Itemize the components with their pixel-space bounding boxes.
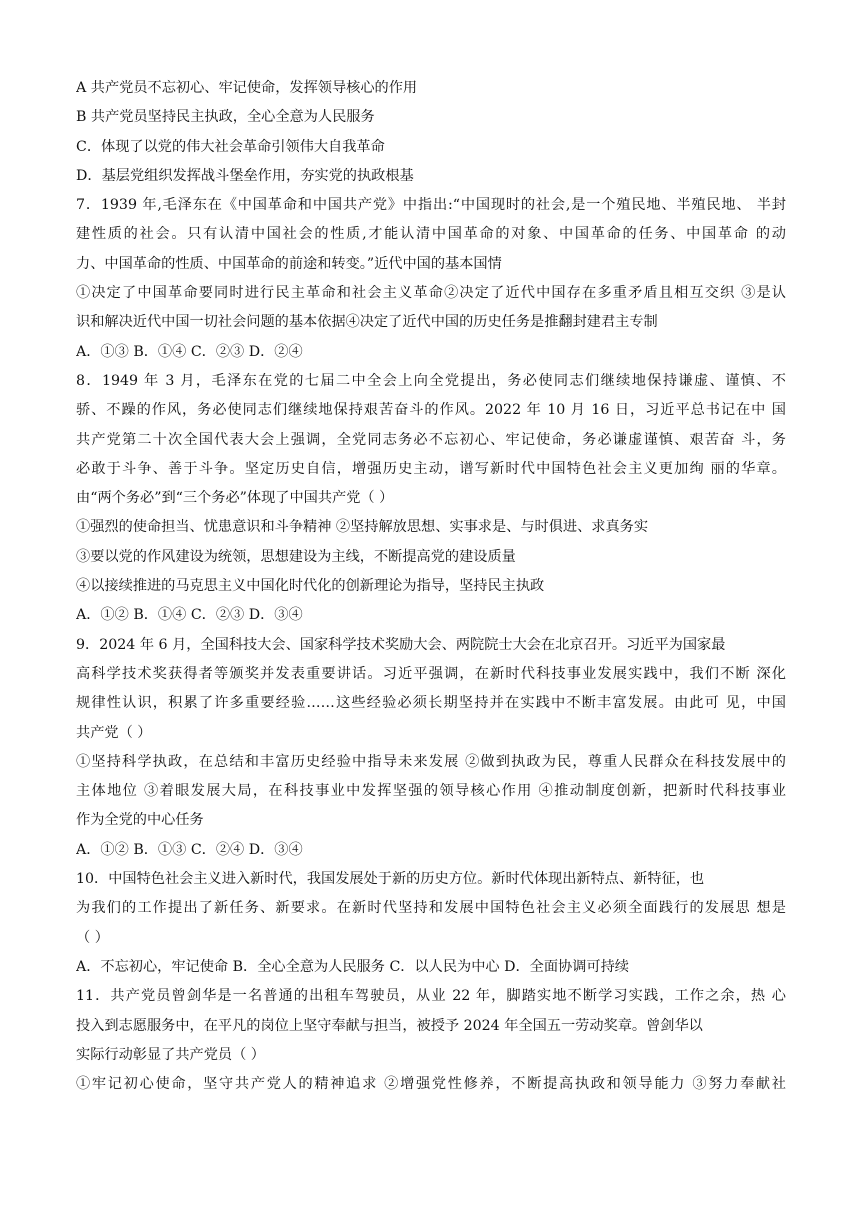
question-9-line-4: 共产党（ ） <box>76 724 152 741</box>
document-page <box>76 74 786 1099</box>
question-10-line-2: 为我们的工作提出了新任务、新要求。在新时代坚持和发展中国特色社会主义必须全面践行的发展思 想是 <box>76 900 786 917</box>
question-11-line-3: 实际行动彰显了共产党员（ ） <box>76 1046 265 1063</box>
question-9-statements-line-3: 作为全党的中心任务 <box>76 812 204 829</box>
question-7-answers: A．①③ B．①④ C．②③ D．②④ <box>76 343 303 360</box>
option-b-line: B 共产党员坚持民主执政，全心全意为人民服务 <box>76 109 375 126</box>
question-8-line-1: 8．1949 年 3 月，毛泽东在党的七届二中全会上向全党提出，务必使同志们继续地保持谦虚、谨慎、不 <box>76 372 786 389</box>
question-10-answers: A．不忘初心，牢记使命 B．全心全意为人民服务 C．以人民为中心 D．全面协调可持续 <box>76 958 629 975</box>
option-c-line: C．体现了以党的伟大社会革命引领伟大自我革命 <box>76 138 385 155</box>
question-7-line-1: 7．1939 年,毛泽东在《中国革命和中国共产党》中指出:“中国现时的社会,是一个殖民地、半殖民地、 半封 <box>76 197 786 214</box>
question-7-statements-line-2: 识和解决近代中国一切社会问题的基本依据④决定了近代中国的历史任务是推翻封建君主专制 <box>76 314 658 331</box>
question-9-line-2: 高科学技术奖获得者等颁奖并发表重要讲话。习近平强调，在新时代科技事业发展实践中，我们不断 深化 <box>76 665 786 682</box>
option-d-line: D．基层党组织发挥战斗堡垒作用，夯实党的执政根基 <box>76 167 414 184</box>
question-7-line-2: 建性质的社会。只有认清中国社会的性质,才能认清中国革命的对象、中国革命的任务、中国革命 的动 <box>76 226 786 243</box>
question-11-line-1: 11．共产党员曾剑华是一名普通的出租车驾驶员，从业 22 年，脚踏实地不断学习实践，工作之余，热 心 <box>76 988 786 1005</box>
question-10-line-3: （ ） <box>76 929 109 946</box>
question-9-statements-line-2: 主体地位 ③着眼发展大局，在科技事业中发挥坚强的领导核心作用 ④推动制度创新，把新时代科技事业 <box>76 783 786 800</box>
question-8-line-3: 共产党第二十次全国代表大会上强调，全党同志务必不忘初心、牢记使命，务必谦虚谨慎、艰苦奋 斗，务 <box>76 431 786 448</box>
question-8-answers: A．①② B．①④ C．②③ D．③④ <box>76 607 303 624</box>
question-8-statement-4: ④以接续推进的马克思主义中国化时代化的创新理论为指导，坚持民主执政 <box>76 578 545 595</box>
question-8-line-5: 由“两个务必”到“三个务必”体现了中国共产党（ ） <box>76 490 394 507</box>
question-11-statements-line-1: ①牢记初心使命，坚守共产党人的精神追求 ②增强党性修养，不断提高执政和领导能力 ③努力奉献社 <box>76 1076 786 1093</box>
question-7-statements-line-1: ①决定了中国革命要同时进行民主革命和社会主义革命②决定了近代中国存在多重矛盾且相互交织 ③是认 <box>76 285 786 302</box>
question-11-line-2: 投入到志愿服务中，在平凡的岗位上坚守奉献与担当，被授予 2024 年全国五一劳动奖章。曾剑华以 <box>76 1017 703 1034</box>
question-9-statements-line-1: ①坚持科学执政，在总结和丰富历史经验中指导未来发展 ②做到执政为民，尊重人民群众在科技发展中的 <box>76 753 786 770</box>
option-a-line: A 共产党员不忘初心、牢记使命，发挥领导核心的作用 <box>76 80 418 96</box>
question-9-line-3: 规律性认识，积累了许多重要经验……这些经验必须长期坚持并在实践中不断丰富发展。由此可 见，中国 <box>76 695 786 712</box>
question-9-answers: A．①② B．①③ C．②④ D．③④ <box>76 841 303 858</box>
question-10-line-1: 10．中国特色社会主义进入新时代，我国发展处于新的历史方位。新时代体现出新特点、新特征，也 <box>76 871 705 888</box>
question-9-line-1: 9．2024 年 6 月，全国科技大会、国家科学技术奖励大会、两院院士大会在北京召开。习近平为国家最 <box>76 636 726 653</box>
question-8-line-4: 必敢于斗争、善于斗争。坚定历史自信，增强历史主动，谱写新时代中国特色社会主义更加绚 丽的华章。 <box>76 460 786 477</box>
question-8-line-2: 骄、不躁的作风，务必使同志们继续地保持艰苦奋斗的作风。2022 年 10 月 16 日，习近平总书记在中 国 <box>76 402 786 419</box>
question-8-statement-1-2: ①强烈的使命担当、忧患意识和斗争精神 ②坚持解放思想、实事求是、与时俱进、求真务实 <box>76 519 649 536</box>
question-7-line-3: 力、中国革命的性质、中国革命的前途和转变。”近代中国的基本国情 <box>76 255 502 272</box>
question-8-statement-3: ③要以党的作风建设为统领，思想建设为主线，不断提高党的建设质量 <box>76 548 516 565</box>
